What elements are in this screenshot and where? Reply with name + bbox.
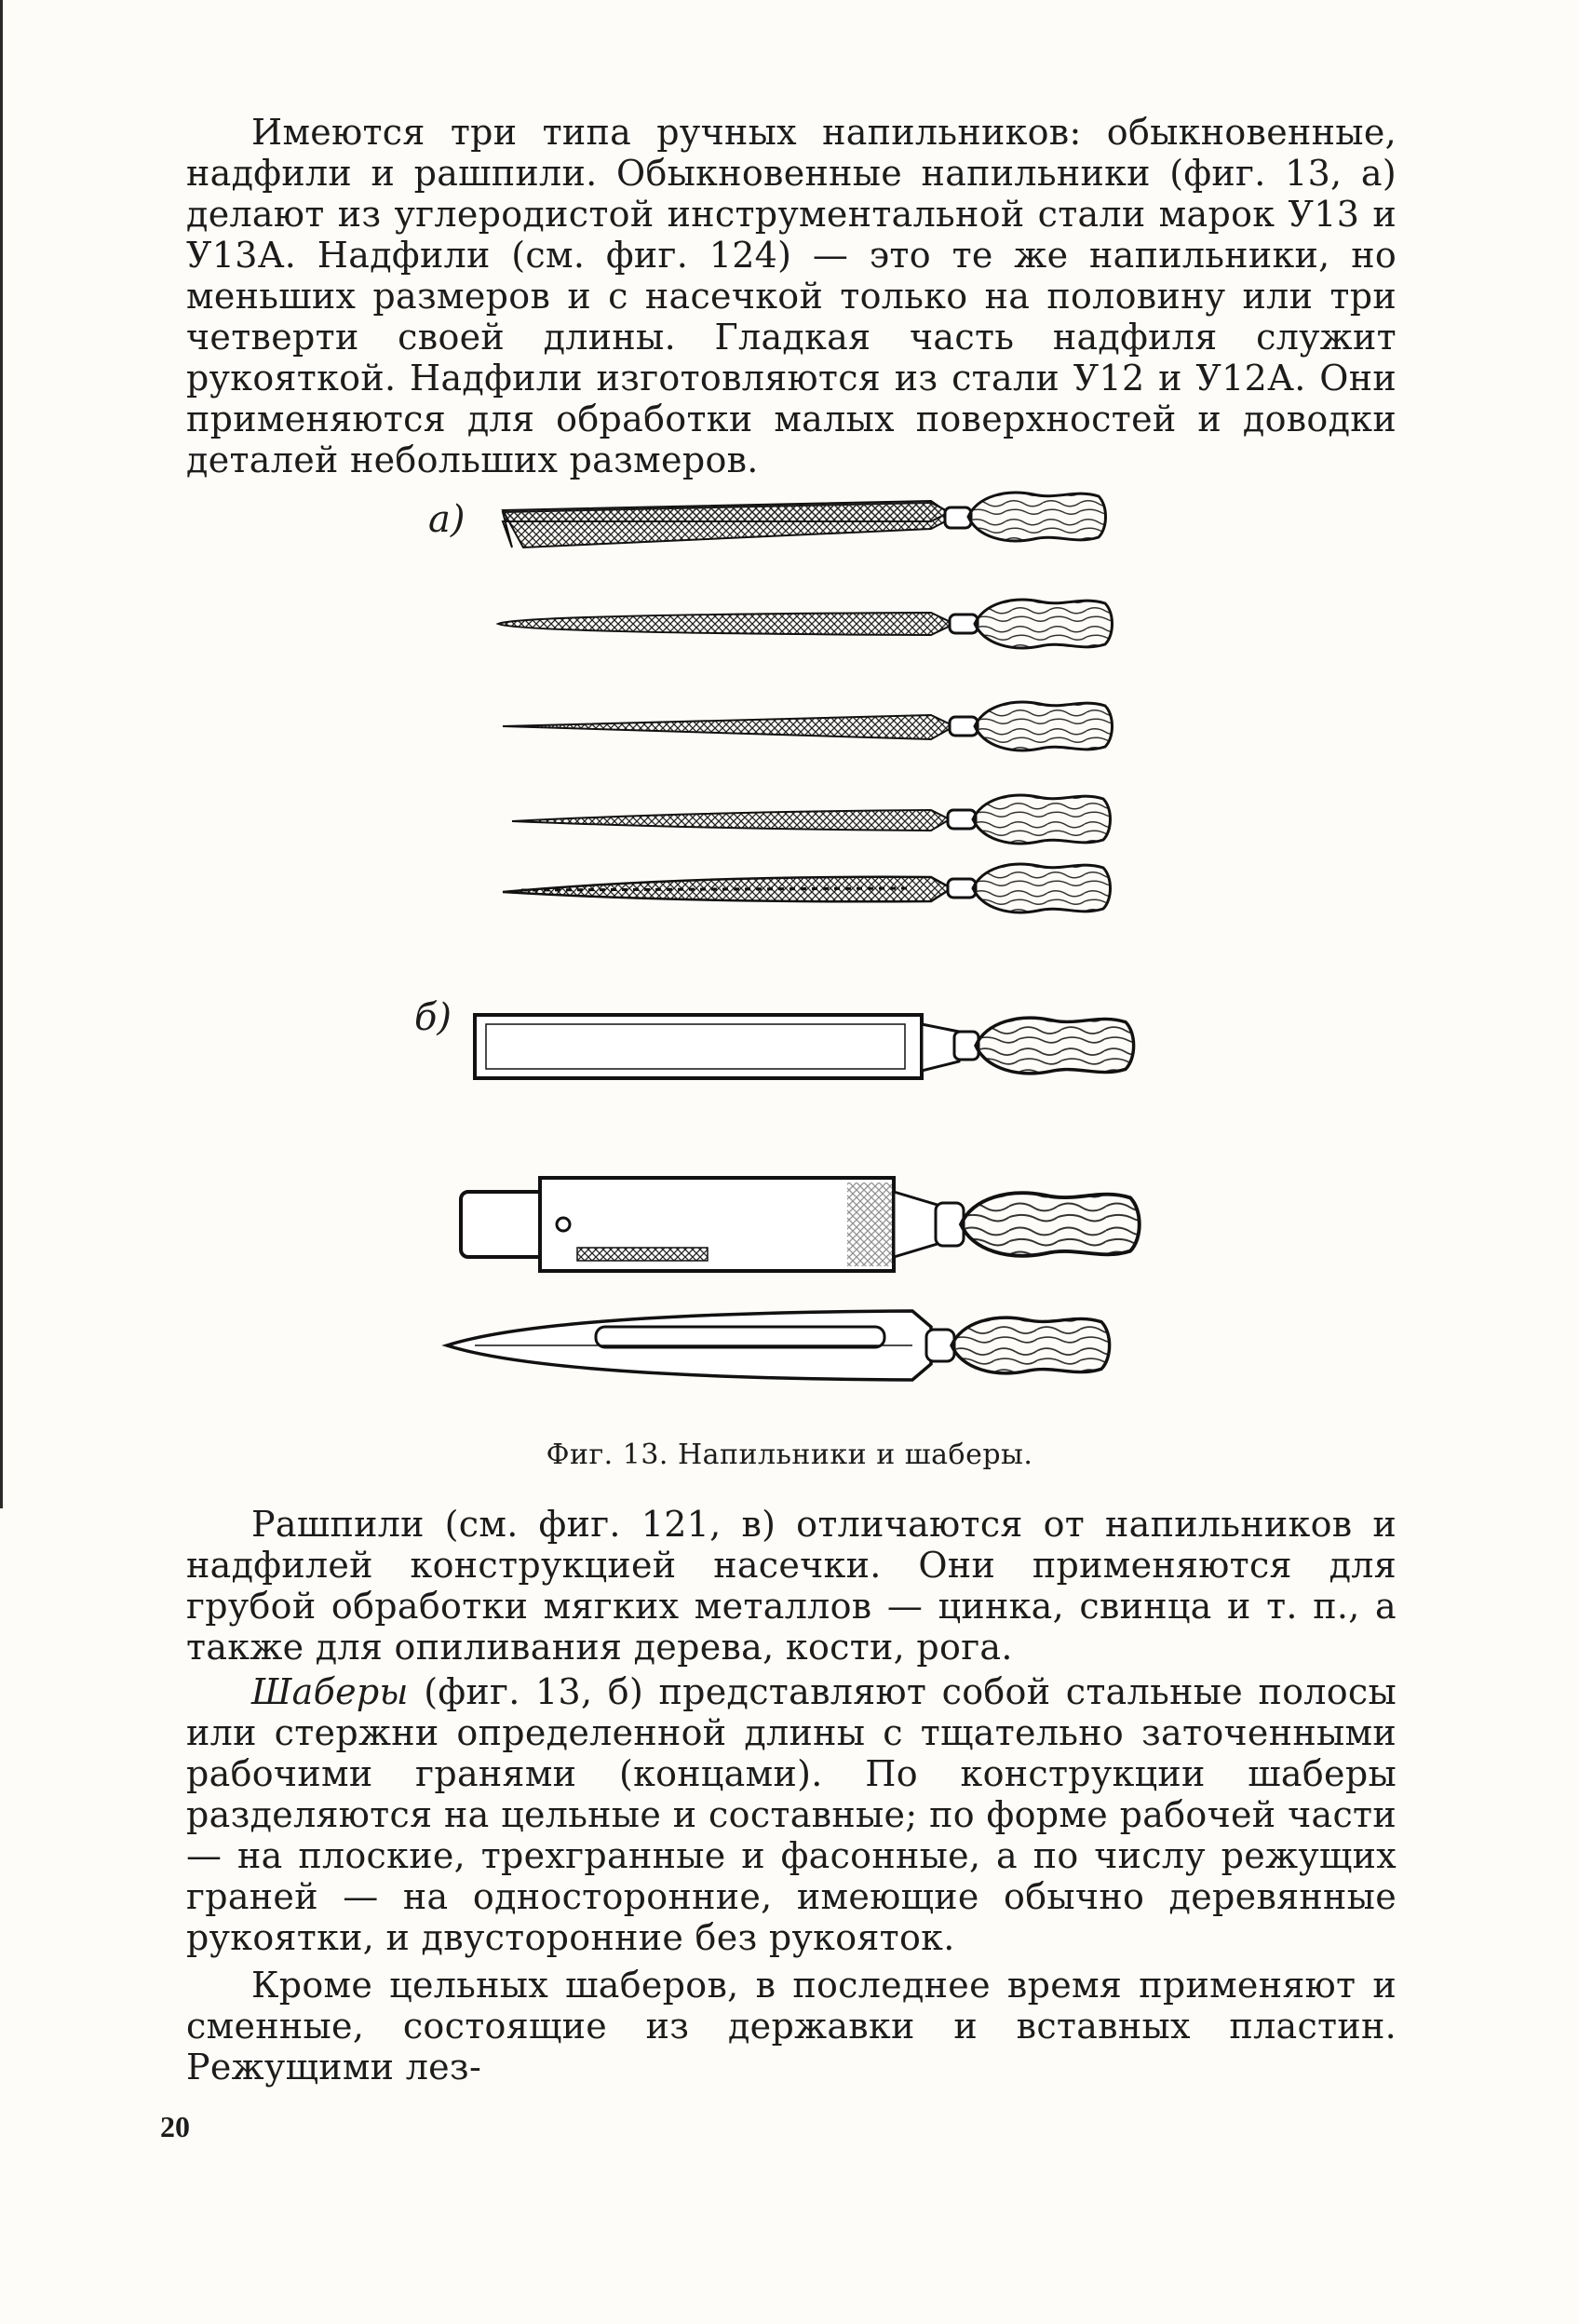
figure-caption: Фиг. 13. Напильники и шаберы. xyxy=(546,1439,1033,1471)
paragraph-scrapers xyxy=(186,1671,1397,1958)
paragraph-rasps: Рашпили (см. фиг. 121, в) отличаются от напильников и надфилей конструкцией насечки. Они применяются для грубой обработки мягких металлов — цинка, свинца и т. п., а также для опиливания дерева, кости, рога. xyxy=(186,1504,1397,1668)
scraper-flat xyxy=(475,1015,1134,1078)
scrapers-term: Шаберы xyxy=(251,1671,409,1712)
scraper-triangular xyxy=(447,1311,1110,1380)
page-number: 20 xyxy=(160,2110,190,2143)
figure-13 xyxy=(410,475,1173,1406)
figure-label-a: а) xyxy=(428,498,466,541)
files-and-scrapers-illustration xyxy=(410,475,1173,1406)
figure-label-b: б) xyxy=(414,996,452,1039)
file-triangular xyxy=(503,702,1113,750)
page-edge-line xyxy=(0,0,3,1508)
paragraph-files-types: Имеются три типа ручных напильников: обыкновенные, надфили и рашпили. Обыкновенные напильники (фиг. 13, а) делают из углеродистой инструментальной стали марок У13 и У13А. Надфили (см. фиг. 124) — это те же напильники, но меньших размеров и с насечкой только на половину или три четверти своей длины. Гладкая часть надфиля служит рукояткой. Надфили изготовляются из стали У12 и У12А. Они применяются для обработки малых поверхностей и доводки деталей небольших размеров. xyxy=(186,112,1397,480)
scrapers-description: (фиг. 13, б) представляют собой стальные полосы или стержни определенной длины с тщательно заточенными рабочими гранями (концами). По конструкции шаберы разделяются на цельные и составные; по форме рабочей части — на плоские, трехгранные и фасонные, а по числу режущих граней — на односторонние, имеющие обычно деревянные рукоятки, и двусторонние без рукояток. xyxy=(186,1671,1397,1958)
scraper-holder xyxy=(461,1178,1140,1271)
file-rasp xyxy=(503,864,1111,912)
file-flat xyxy=(503,493,1106,547)
file-half-round xyxy=(498,600,1113,648)
paragraph-replaceable-scrapers: Кроме цельных шаберов, в последнее время применяют и сменные, состоящие из державки и вставных пластин. Режущими лез- xyxy=(186,1965,1397,2088)
file-round xyxy=(512,795,1111,844)
